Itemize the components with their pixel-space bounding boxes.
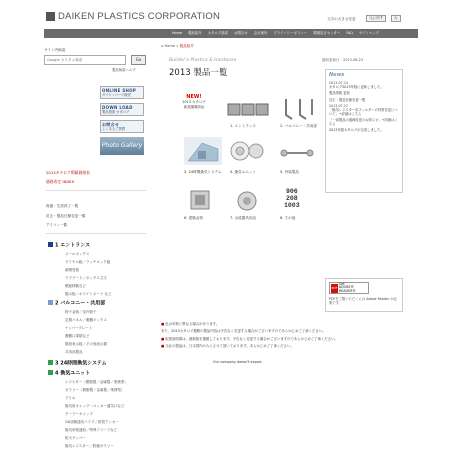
news-text[interactable]: 「換気レジスター用フィルターの材質変更について」→詳細はこちら [329,107,398,116]
page-subtitle: Builder's Plastics & Hardware [169,58,237,63]
category-entrance[interactable] [48,242,90,249]
category-balcony[interactable] [48,300,105,307]
subcategory-link[interactable]: ナンバープレート [65,326,93,330]
breadcrumb [161,44,194,48]
news-item [329,81,399,89]
product-label-ventilation-unit[interactable]: 4. 換気ユニット [230,170,256,174]
catalog-label: 2013 カタログ [182,100,206,105]
ventilation-system-icon[interactable] [184,137,222,166]
new-catalog-link[interactable] [175,94,213,109]
banner-title: お問合せ [102,122,120,127]
photo-gallery-banner[interactable]: Photo Gallery [100,137,144,155]
subcategory-link[interactable]: 螺旋移動など [65,284,86,288]
adobe-reader-panel [325,278,403,312]
subcategory-link[interactable]: 掲示板／ホワイトボード など [65,292,112,296]
mailbox-icon[interactable] [227,101,269,120]
subcategory-link[interactable]: クーラーキャップ [65,412,93,416]
banner-title: ONLINE SHOP [102,88,137,93]
logo-mark [46,12,55,21]
font-size-label: 文字の大きさ変更 [327,17,356,21]
product-label-entrance[interactable]: 1. エントランス [230,124,257,128]
number-plate-icon[interactable] [284,188,300,209]
nav-item-environment[interactable]: 環境宣言センター [313,31,341,35]
category-color-mark [48,300,53,305]
category-24h-ventilation[interactable] [48,360,107,367]
footnote-item [161,329,406,333]
news-item [329,128,399,132]
discontinued-link[interactable]: 廃番・生産終了一覧 [46,204,79,208]
search-go-button[interactable]: Go [131,55,146,65]
banner-title: DOWN LOAD [102,105,133,110]
footnote-text: 色は実物と異なる場合があります。 [165,322,220,326]
last-updated: 最終更新日：2013.08.23 [322,58,364,62]
nav-item-sitemap[interactable]: サイトマップ [359,31,379,35]
vent-cap-icon[interactable] [230,139,264,164]
site-search-title: サイト内検索 [44,48,66,52]
number-plate-text: 208 [285,195,298,203]
nav-item-home[interactable]: Home [172,31,183,35]
footnote-text: 取扱説明書は、最新版を掲載しております。予告なく変更する場合がございますのであらかじめご了承ください。 [165,336,338,341]
category-color-mark [48,370,53,375]
category-ventilation-unit[interactable] [48,370,90,377]
footnote-item [161,344,406,348]
search-input[interactable] [44,55,126,65]
news-item [329,118,399,126]
font-size-reset-button[interactable]: 元に戻す [366,15,386,22]
global-nav [44,29,418,38]
banner-text: 製品図面 カタログ [102,110,130,115]
subcategory-link[interactable]: ラブラード／ポックス文字 [65,276,107,280]
sidebar-divider [46,233,146,234]
nav-item-products[interactable]: 製品紹介 [188,31,202,35]
new-badge: NEW! [186,94,202,100]
subcategory-link[interactable]: 共用部製品 [65,350,83,354]
product-label-balcony[interactable]: 2. バルコニー・共用部 [280,124,317,128]
subcategory-link[interactable]: 防火ダンパー [65,436,86,440]
subcategory-link[interactable]: レジスター（樹脂製／金属製／業務型） [65,380,128,384]
nav-item-faq[interactable]: FAQ [346,31,353,35]
nav-item-contact[interactable]: お問合せ [234,31,248,35]
online-shop-banner[interactable] [100,86,144,99]
nav-item-privacy[interactable]: プライバシーポリシー [273,31,308,35]
get-adobe-reader-button[interactable] [329,282,369,294]
category-color-mark [48,360,53,365]
category-label: 1 エントランス [55,242,91,249]
subcategory-link[interactable]: 避難口扉類など [65,334,90,338]
spec-change-link[interactable]: 訂正・製品仕様変更一覧 [46,214,86,218]
news-date: 2013.07.22 [329,103,348,108]
hanger-icon[interactable] [280,97,318,122]
number-plate-text: 1003 [284,202,300,210]
bullet-icon: ■ [161,343,165,348]
news-date: 2013.07.24 [329,81,348,86]
breadcrumb-current: 製品紹介 [179,44,194,48]
subcategory-link[interactable]: 換気用壁連結／特殊フリーフなど [65,428,118,432]
banner-text: よくあるご質問 [102,127,126,132]
catalog-label: 新規掲載商品 [183,104,205,109]
footnote-item [161,337,406,341]
export-note: Our company doesn't export. [213,360,263,364]
news-text[interactable]: 訂正・製品仕様変更一覧 [329,97,366,102]
contact-banner[interactable] [100,120,144,133]
home-icon: ⌂ [161,44,164,48]
banner-text: ダイケンパーツ販売 [102,93,132,98]
news-text[interactable]: 2013年版カタログが完成しました。 [329,128,384,133]
news-item [329,98,399,102]
price-revision-link[interactable]: 価格改定 INDEX [46,179,75,184]
adobe-get-label: Get [338,281,345,286]
subcategory-link[interactable]: ガラリー（樹脂製／金属製／業務型） [65,388,125,392]
adobe-reader-label: ADOBE® READER® [338,285,356,293]
news-item [329,91,399,95]
news-text[interactable]: 「一部製品の過疎変更のお知らせ」→詳細はこちら [329,118,398,127]
breadcrumb-home[interactable]: Home [164,44,176,48]
footnotes [161,322,406,351]
footnote-item [161,322,406,326]
category-label: 3 24時間換気システム [55,360,107,367]
number-plate-text: 906 [285,188,298,195]
download-banner[interactable] [100,103,144,116]
site-logo[interactable]: DAIKEN PLASTICS CORPORATION [58,11,221,22]
subcategory-link[interactable]: 換気用キャップ・ロッカー通気口など [65,404,125,408]
subcategory-link[interactable]: グリル [65,396,76,400]
icon-list-link[interactable]: アイコン一覧 [46,223,68,227]
subcategory-link[interactable]: OA試験通気パイプ／排管アンカー [65,420,119,424]
pdf-icon: PDF [331,284,338,293]
interior-hook-icon[interactable] [280,142,316,165]
breadcrumb-separator: » [176,44,179,48]
sidebar-divider [46,190,146,191]
page-title: 2013 製品一覧 [169,68,228,78]
category-label: 2 バルコニー・共用部 [55,300,106,307]
drain-icon[interactable] [236,190,258,213]
subcategory-link[interactable]: 階段表示板／その他表示類 [65,342,107,346]
subcategory-link[interactable]: ダイヤル錠／ラッチロック錠 [65,260,111,264]
bullet-icon: ■ [161,322,165,326]
news-text[interactable]: 製品情報 更新 [329,91,350,96]
product-label-hardware[interactable]: 6. 建築金物 [184,216,203,220]
nav-item-company[interactable]: 会社案内 [253,31,268,35]
nav-item-catalog[interactable]: カタログ請求 [207,31,229,35]
subcategory-link[interactable]: メールボックス [65,252,90,256]
product-label-24h-ventilation[interactable]: 3. 24時間換気システム [184,170,222,174]
adobe-note: PDFをご覧いただくには Adobe Reader が必要です。 [329,297,397,306]
font-size-large-button[interactable]: 大 [391,15,401,22]
news-item [329,104,399,116]
subcategory-link[interactable]: 換気レジスター／防爆ガラリー [65,444,114,448]
subcategory-link[interactable]: 物干金物／室内物干 [65,310,97,314]
search-help-link[interactable]: 製品検索ヘルプ [112,68,136,72]
product-label-other[interactable]: 8. その他 [280,216,296,220]
subcategory-link[interactable]: 定期パネル／避難ボックス [65,318,107,322]
footnote-text: また、2013カタログ掲載の製品内容は予告なく変更する場合がございますのであらかじめご了承ください。 [161,329,326,334]
category-label: 4 換気ユニット [55,370,91,377]
news-text[interactable]: カタログ2013年版に更新しました。 [329,85,384,90]
news-panel [325,69,403,193]
hardware-icon[interactable] [189,189,211,212]
product-label-interior[interactable]: 5. 内装製品 [280,170,299,174]
price-list-link[interactable]: 2013カタログ掲載価格表 [46,170,90,175]
subcategory-link[interactable]: 新聞受箱 [65,268,79,272]
news-heading: News [329,72,345,78]
footnote-text: 当社の製品は、日本国内のみとさせて頂いております。あらかじめご了承ください。 [165,343,294,348]
category-color-mark [48,242,53,247]
page [44,4,418,456]
product-label-water[interactable]: 7. 水道器具用品 [230,216,257,220]
bullet-icon: ■ [161,336,165,341]
